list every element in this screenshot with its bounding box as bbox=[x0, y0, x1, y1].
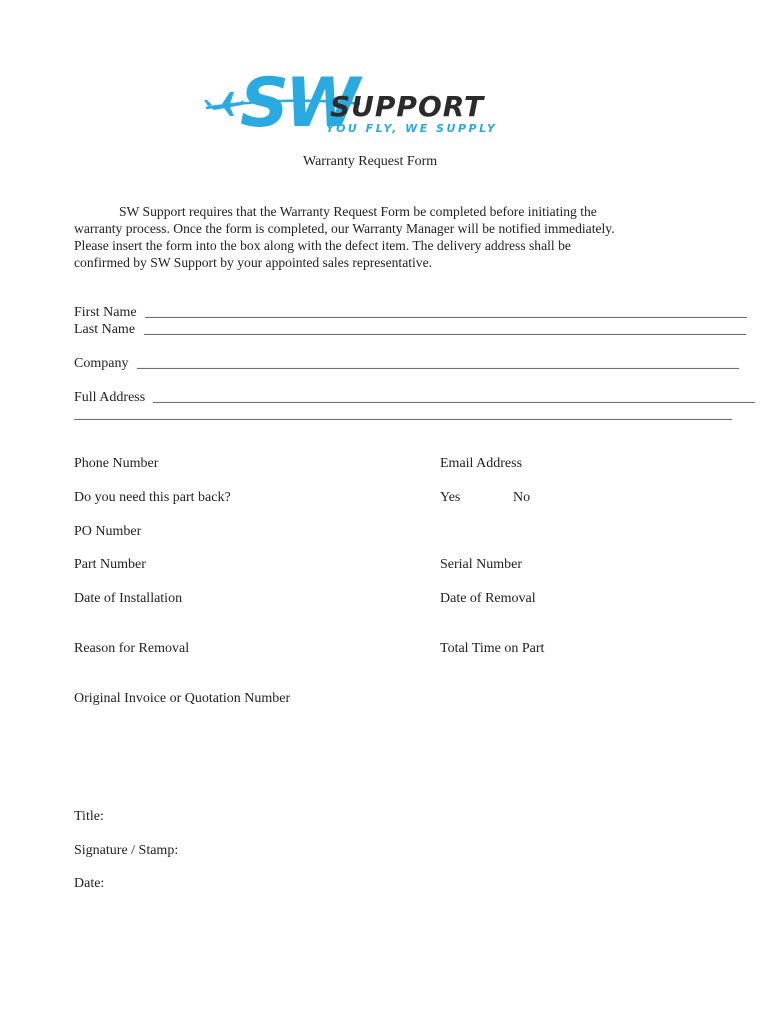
last-name-label: Last Name bbox=[74, 322, 136, 337]
no-option[interactable]: No bbox=[513, 490, 531, 505]
last-name-field[interactable]: ______________________________________________________________________________________ bbox=[144, 322, 746, 337]
intro-paragraph bbox=[74, 203, 699, 271]
full-address-field-line-1[interactable]: ______________________________________________________________________________________ bbox=[153, 390, 755, 405]
intro-line-4: confirmed by SW Support by your appointed sales representative. bbox=[74, 255, 433, 270]
airplane-icon bbox=[204, 92, 244, 116]
logo-support-text: SUPPORT bbox=[330, 90, 485, 123]
date-removal-label: Date of Removal bbox=[440, 591, 536, 606]
title-label: Title: bbox=[74, 809, 104, 824]
full-address-label: Full Address bbox=[74, 390, 146, 405]
intro-line-2: warranty process. Once the form is completed, our Warranty Manager will be notified immediately. bbox=[74, 221, 615, 236]
airplane-logo-graphic bbox=[200, 64, 572, 143]
date-label: Date: bbox=[74, 876, 105, 891]
signature-stamp-label: Signature / Stamp: bbox=[74, 843, 179, 858]
reason-removal-label: Reason for Removal bbox=[74, 641, 190, 656]
part-number-label: Part Number bbox=[74, 557, 146, 572]
part-back-question: Do you need this part back? bbox=[74, 490, 231, 505]
sw-support-logo bbox=[200, 64, 572, 143]
phone-number-label: Phone Number bbox=[74, 456, 159, 471]
invoice-number-label: Original Invoice or Quotation Number bbox=[74, 691, 291, 706]
logo-sw-text: SW bbox=[240, 64, 356, 143]
company-field[interactable]: ______________________________________________________________________________________ bbox=[137, 356, 739, 371]
company-label: Company bbox=[74, 356, 129, 371]
form-title: Warranty Request Form bbox=[303, 154, 438, 169]
intro-line-3: Please insert the form into the box along with the defect item. The delivery address shall be bbox=[74, 238, 571, 253]
total-time-label: Total Time on Part bbox=[440, 641, 545, 656]
first-name-label: First Name bbox=[74, 305, 137, 320]
po-number-label: PO Number bbox=[74, 524, 142, 539]
yes-option[interactable]: Yes bbox=[440, 490, 461, 505]
first-name-field[interactable]: ______________________________________________________________________________________ bbox=[145, 305, 747, 320]
full-address-field-line-2[interactable]: ______________________________________________________________________________________________ bbox=[74, 407, 732, 422]
date-installation-label: Date of Installation bbox=[74, 591, 183, 606]
email-address-label: Email Address bbox=[440, 456, 523, 471]
logo-tagline-text: YOU FLY, WE SUPPLY bbox=[326, 122, 498, 135]
intro-line-1: SW Support requires that the Warranty Request Form be completed before initiating the bbox=[119, 204, 597, 219]
serial-number-label: Serial Number bbox=[440, 557, 523, 572]
